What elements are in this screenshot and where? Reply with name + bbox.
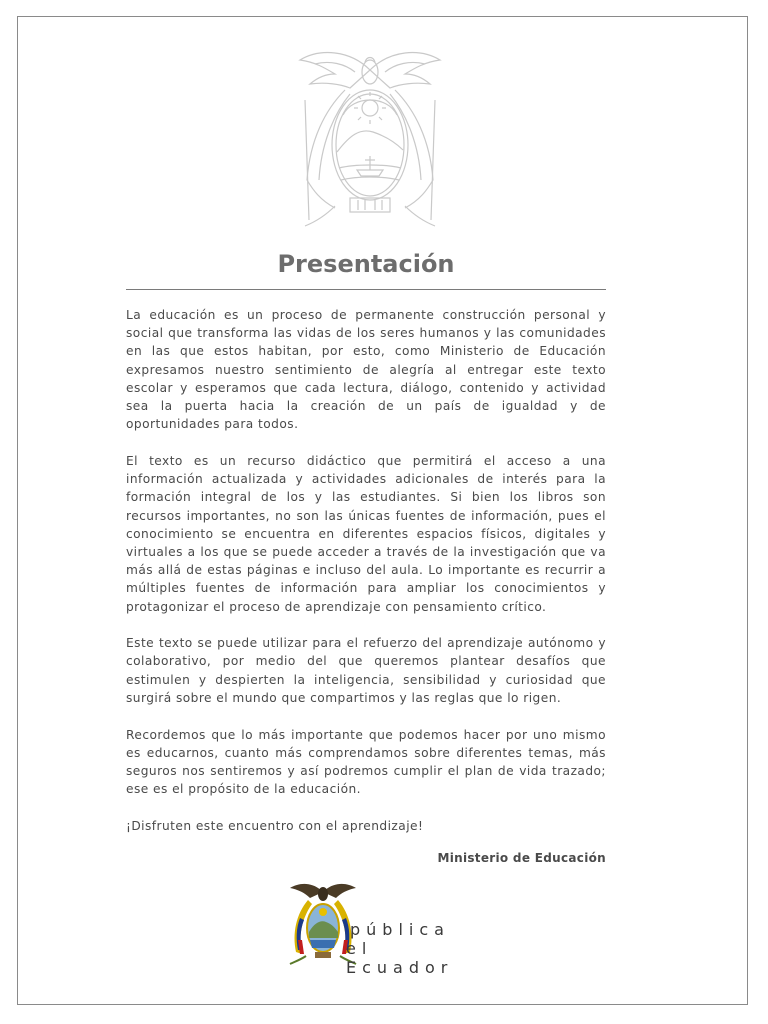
coat-of-arms-watermark-icon	[295, 40, 445, 236]
paragraph-2: El texto es un recurso didáctico que permitirá el acceso a una información actualizada y actividades adicionales de interés para la formación integral de los y las estudiantes. Si bien los libros son recursos importantes, no son las únicas fuentes de información, pues el conocimiento se encuentra en diferentes espacios físicos, digitales y virtuales a los que se puede acceder a través de la investigación que va más allá de estas páginas e incluso del aula. Lo importante es recurrir a múltiples fuentes de información para ampliar los conocimientos y protagonizar el proceso de aprendizaje con pensamiento crítico.	[126, 453, 606, 614]
signature: Ministerio de Educación	[437, 851, 606, 865]
page-title: Presentación	[277, 250, 455, 278]
logo-text-line1: pública	[350, 920, 450, 939]
logo-text-line2: el Ecuador	[346, 939, 454, 977]
paragraph-1: La educación es un proceso de permanente construcción personal y social que transforma las vidas de los seres humanos y las comunidades en las que estos habitan, por esto, como Ministerio de Educación expresamos nuestro sentimiento de alegría al entregar este texto escolar y esperamos que cada lectura, diálogo, contenido y actividad sea la puerta hacia la creación de un país de igualdad y de oportunidades para todos.	[126, 308, 606, 432]
paragraph-4: Recordemos que lo más importante que podemos hacer por uno mismo es educarnos, cuanto más comprendamos sobre diferentes temas, más seguros nos sentiremos y así podremos cumplir el plan de vida trazado; ese es el propósito de la educación.	[126, 727, 606, 797]
paragraph-5: ¡Disfruten este encuentro con el aprendizaje!	[126, 818, 424, 833]
presentation-body	[126, 288, 606, 854]
paragraph-3: Este texto se puede utilizar para el refuerzo del aprendizaje autónomo y colaborativo, por medio del que queremos plantear desafíos que estimulen y despierten la inteligencia, sensibilidad y curiosidad que surgirá sobre el mundo que compartimos y las reglas que lo rigen.	[126, 636, 606, 705]
republic-logo	[288, 878, 488, 977]
